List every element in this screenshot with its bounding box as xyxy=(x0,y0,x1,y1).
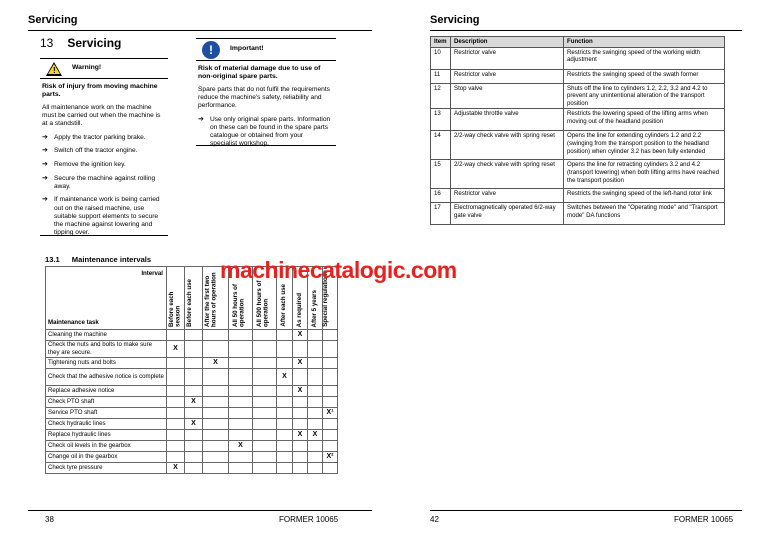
interval-mark-cell xyxy=(253,430,277,441)
interval-mark-cell xyxy=(203,441,229,452)
interval-mark-cell xyxy=(253,419,277,430)
interval-mark-cell xyxy=(323,369,338,386)
interval-mark-cell: X² xyxy=(323,452,338,463)
interval-mark-cell xyxy=(203,408,229,419)
arrow-right-icon: ➔ xyxy=(42,196,48,204)
interval-mark-cell xyxy=(229,386,253,397)
table-row xyxy=(46,397,338,408)
watermark: machinecatalogic.com xyxy=(220,257,457,283)
interval-mark-cell xyxy=(277,397,293,408)
table-row xyxy=(431,131,725,160)
item-cell: 12 xyxy=(431,83,451,109)
description-cell: 2/2-way check valve with spring reset xyxy=(451,131,564,160)
table-row xyxy=(431,203,725,225)
interval-mark-cell xyxy=(323,341,338,358)
section-heading xyxy=(45,255,151,264)
interval-mark-cell xyxy=(277,386,293,397)
item-cell: 17 xyxy=(431,203,451,225)
interval-mark-cell xyxy=(277,358,293,369)
maintenance-task-cell: Check tyre pressure xyxy=(46,463,167,474)
interval-mark-cell xyxy=(308,369,323,386)
chapter-number: 13 xyxy=(40,36,54,50)
interval-mark-cell xyxy=(229,369,253,386)
interval-mark-cell: X xyxy=(203,358,229,369)
interval-mark-cell xyxy=(167,358,185,369)
important-box-header xyxy=(196,39,336,61)
interval-mark-cell xyxy=(308,358,323,369)
section-title: Maintenance intervals xyxy=(71,255,152,264)
interval-mark-cell: X¹ xyxy=(323,408,338,419)
left-page-number: 38 xyxy=(45,515,54,524)
interval-mark-cell xyxy=(308,386,323,397)
interval-mark-cell xyxy=(229,397,253,408)
interval-mark-cell: X xyxy=(167,341,185,358)
maintenance-task-cell: Service PTO shaft xyxy=(46,408,167,419)
item-cell: 15 xyxy=(431,160,451,189)
warning-triangle-icon: ! xyxy=(46,62,62,76)
warning-heading: Risk of injury from moving machine parts. xyxy=(42,83,158,99)
interval-mark-cell xyxy=(293,408,308,419)
interval-mark-cell xyxy=(229,463,253,474)
interval-mark-cell xyxy=(253,369,277,386)
left-header-rule xyxy=(28,30,372,31)
interval-mark-cell xyxy=(277,408,293,419)
interval-mark-cell xyxy=(203,419,229,430)
table-row xyxy=(46,369,338,386)
interval-mark-cell: X xyxy=(293,386,308,397)
interval-mark-cell xyxy=(253,408,277,419)
table-row xyxy=(46,408,338,419)
description-cell: Restrictor valve xyxy=(451,69,564,83)
interval-mark-cell xyxy=(293,441,308,452)
table-row xyxy=(46,358,338,369)
interval-mark-cell xyxy=(185,386,203,397)
interval-mark-cell xyxy=(253,441,277,452)
maintenance-task-cell: Replace hydraulic lines xyxy=(46,430,167,441)
interval-mark-cell xyxy=(308,419,323,430)
interval-mark-cell xyxy=(253,341,277,358)
table-row xyxy=(431,69,725,83)
maintenance-task-cell: Check oil levels in the gearbox xyxy=(46,441,167,452)
maintenance-task-cell: Tightening nuts and bolts xyxy=(46,358,167,369)
arrow-right-icon: ➔ xyxy=(42,174,48,182)
interval-mark-cell xyxy=(229,452,253,463)
table-row xyxy=(46,441,338,452)
column-header: All 50 hours of operation xyxy=(229,267,253,330)
warning-box xyxy=(40,58,168,236)
interval-mark-cell xyxy=(167,452,185,463)
interval-mark-cell xyxy=(167,430,185,441)
table-row xyxy=(46,330,338,341)
interval-mark-cell: X xyxy=(185,419,203,430)
maintenance-task-cell: Check the nuts and bolts to make sure they are secure. xyxy=(46,341,167,358)
interval-mark-cell xyxy=(203,341,229,358)
interval-mark-cell xyxy=(277,341,293,358)
interval-mark-cell xyxy=(185,441,203,452)
interval-mark-cell xyxy=(323,397,338,408)
interval-mark-cell xyxy=(167,408,185,419)
interval-mark-cell xyxy=(167,441,185,452)
item-cell: 16 xyxy=(431,189,451,203)
interval-mark-cell xyxy=(229,419,253,430)
interval-mark-cell xyxy=(323,430,338,441)
interval-mark-cell xyxy=(167,419,185,430)
table-header-row xyxy=(431,37,725,48)
description-cell: Restrictor valve xyxy=(451,189,564,203)
table-row xyxy=(431,47,725,69)
interval-mark-cell: X xyxy=(308,430,323,441)
interval-mark-cell xyxy=(293,397,308,408)
maintenance-task-cell: Replace adhesive notice xyxy=(46,386,167,397)
interval-mark-cell xyxy=(308,441,323,452)
function-cell: Shuts off the line to cylinders 1.2, 2.2, 3.2 and 4.2 to prevent any unintentional alteration of the transport position xyxy=(564,83,725,109)
interval-mark-cell xyxy=(253,397,277,408)
interval-mark-cell xyxy=(203,463,229,474)
left-footer-rule xyxy=(28,510,372,511)
description-cell: Stop valve xyxy=(451,83,564,109)
interval-mark-cell xyxy=(253,330,277,341)
interval-label: Interval xyxy=(141,270,163,277)
interval-mark-cell xyxy=(229,330,253,341)
interval-mark-cell xyxy=(167,330,185,341)
maintenance-task-cell: Change oil in the gearbox xyxy=(46,452,167,463)
interval-mark-cell: X xyxy=(277,369,293,386)
valve-table xyxy=(430,36,725,225)
interval-mark-cell xyxy=(253,463,277,474)
column-header-function: Function xyxy=(564,37,725,48)
right-page-header: Servicing xyxy=(430,14,480,26)
column-header: After each use xyxy=(277,267,293,330)
interval-mark-cell xyxy=(308,330,323,341)
list-item: ➔ If maintenance work is being carried out on the raised machine, use suitable support elements to secure the machine against lowering and tipping over. xyxy=(42,196,160,237)
arrow-right-icon: ➔ xyxy=(42,133,48,141)
interval-mark-cell xyxy=(185,330,203,341)
interval-mark-cell xyxy=(185,358,203,369)
exclamation-info-icon: ! xyxy=(202,41,220,59)
warning-title: Warning! xyxy=(72,64,102,72)
function-cell: Restricts the swinging speed of the swath former xyxy=(564,69,725,83)
interval-mark-cell xyxy=(253,452,277,463)
arrow-right-icon: ➔ xyxy=(42,161,48,169)
description-cell: Adjustable throttle valve xyxy=(451,109,564,131)
interval-mark-cell xyxy=(253,358,277,369)
table-corner-cell xyxy=(46,267,167,330)
right-footer-rule xyxy=(430,510,742,511)
list-item: ➔ Remove the ignition key. xyxy=(42,161,126,169)
item-cell: 11 xyxy=(431,69,451,83)
table-row xyxy=(431,160,725,189)
table-row xyxy=(46,386,338,397)
interval-mark-cell: X xyxy=(293,330,308,341)
warning-bullet-list xyxy=(42,134,164,238)
interval-mark-cell xyxy=(277,419,293,430)
task-label: Maintenance task xyxy=(48,319,99,327)
interval-mark-cell xyxy=(277,463,293,474)
interval-mark-cell: X xyxy=(167,463,185,474)
item-cell: 10 xyxy=(431,47,451,69)
column-header: After 5 years xyxy=(308,267,323,330)
interval-mark-cell xyxy=(323,330,338,341)
interval-mark-cell xyxy=(167,386,185,397)
table-row xyxy=(431,189,725,203)
interval-mark-cell xyxy=(308,341,323,358)
interval-mark-cell xyxy=(308,408,323,419)
interval-mark-cell xyxy=(323,419,338,430)
column-header-item: Item xyxy=(431,37,451,48)
interval-mark-cell xyxy=(185,463,203,474)
interval-mark-cell xyxy=(185,408,203,419)
interval-mark-cell xyxy=(277,441,293,452)
description-cell: Electromagnetically operated 6/2-way gate valve xyxy=(451,203,564,225)
chapter-heading xyxy=(40,36,121,51)
interval-mark-cell xyxy=(293,369,308,386)
interval-mark-cell xyxy=(308,452,323,463)
interval-mark-cell xyxy=(167,369,185,386)
interval-mark-cell xyxy=(167,397,185,408)
table-row xyxy=(46,341,338,358)
arrow-right-icon: ➔ xyxy=(198,115,204,123)
table-row xyxy=(46,430,338,441)
interval-mark-cell xyxy=(323,386,338,397)
item-cell: 14 xyxy=(431,131,451,160)
interval-mark-cell: X xyxy=(185,397,203,408)
interval-mark-cell: X xyxy=(293,430,308,441)
column-header: Before each season xyxy=(167,267,185,330)
column-header: After the first two hours of operation xyxy=(203,267,229,330)
table-row xyxy=(46,463,338,474)
warning-intro: All maintenance work on the machine must be carried out when the machine is at a standstill. xyxy=(42,103,161,128)
list-item: ➔ Secure the machine against rolling away. xyxy=(42,174,156,191)
warning-box-header xyxy=(40,59,168,79)
column-header: Before each use xyxy=(185,267,203,330)
interval-mark-cell xyxy=(323,358,338,369)
interval-mark-cell xyxy=(229,430,253,441)
function-cell: Restricts the swinging speed of the left-hand rotor link xyxy=(564,189,725,203)
interval-mark-cell: X xyxy=(229,441,253,452)
maintenance-task-cell: Check that the adhesive notice is complete xyxy=(46,369,167,386)
interval-mark-cell xyxy=(203,369,229,386)
column-header: Special regulations xyxy=(323,267,338,330)
important-box xyxy=(196,38,336,146)
interval-mark-cell xyxy=(253,386,277,397)
column-header-description: Description xyxy=(451,37,564,48)
interval-mark-cell xyxy=(277,330,293,341)
item-cell: 13 xyxy=(431,109,451,131)
table-row xyxy=(431,109,725,131)
right-header-rule xyxy=(430,30,742,31)
function-cell: Opens the line for retracting cylinders 3.2 and 4.2 (transport lowering) when both lifting arms have reached the transport position xyxy=(564,160,725,189)
arrow-right-icon: ➔ xyxy=(42,147,48,155)
table-row xyxy=(431,83,725,109)
interval-mark-cell xyxy=(203,397,229,408)
section-number: 13.1 xyxy=(45,255,60,264)
description-cell: 2/2-way check valve with spring reset xyxy=(451,160,564,189)
interval-mark-cell xyxy=(229,358,253,369)
important-heading: Risk of material damage due to use of non-original spare parts. xyxy=(198,65,321,81)
right-page-number: 42 xyxy=(430,515,439,524)
description-cell: Restrictor valve xyxy=(451,47,564,69)
maintenance-task-cell: Check PTO shaft xyxy=(46,397,167,408)
interval-mark-cell xyxy=(185,430,203,441)
right-footer-model: FORMER 10065 xyxy=(674,515,734,524)
maintenance-task-cell: Cleaning the machine xyxy=(46,330,167,341)
left-footer-model: FORMER 10065 xyxy=(279,515,339,524)
important-title: Important! xyxy=(230,45,264,53)
interval-mark-cell xyxy=(203,330,229,341)
list-item: ➔ Switch off the tractor engine. xyxy=(42,147,138,155)
interval-mark-cell xyxy=(293,419,308,430)
interval-mark-cell xyxy=(203,430,229,441)
valve-table-wrapper xyxy=(430,36,724,225)
function-cell: Restricts the lowering speed of the lifting arms when moving out of the headland position xyxy=(564,109,725,131)
interval-mark-cell xyxy=(293,463,308,474)
maintenance-task-cell: Check hydraulic lines xyxy=(46,419,167,430)
interval-mark-cell xyxy=(185,369,203,386)
interval-mark-cell xyxy=(229,408,253,419)
interval-mark-cell xyxy=(185,452,203,463)
column-header: As required xyxy=(293,267,308,330)
interval-mark-cell xyxy=(293,452,308,463)
interval-mark-cell xyxy=(308,397,323,408)
interval-mark-cell: X xyxy=(293,358,308,369)
interval-mark-cell xyxy=(185,341,203,358)
chapter-title: Servicing xyxy=(67,36,122,50)
interval-mark-cell xyxy=(323,441,338,452)
function-cell: Restricts the swinging speed of the working width adjustment xyxy=(564,47,725,69)
interval-mark-cell xyxy=(277,452,293,463)
interval-mark-cell xyxy=(277,430,293,441)
interval-mark-cell xyxy=(293,341,308,358)
table-row xyxy=(46,419,338,430)
table-row xyxy=(46,452,338,463)
list-item: ➔ Use only original spare parts. Information on these can be found in the spare parts catalogue or obtained from your specialist workshop. xyxy=(198,115,331,148)
important-intro: Spare parts that do not fulfil the requirements reduce the machine's safety, reliability and performance. xyxy=(198,85,330,110)
interval-mark-cell xyxy=(308,463,323,474)
function-cell: Switches between the "Operating mode" and "Transport mode" DA functions xyxy=(564,203,725,225)
interval-mark-cell xyxy=(203,386,229,397)
maintenance-intervals-table xyxy=(45,266,338,474)
interval-mark-cell xyxy=(203,452,229,463)
list-item: ➔ Apply the tractor parking brake. xyxy=(42,133,146,141)
left-page-header: Servicing xyxy=(28,14,78,26)
interval-mark-cell xyxy=(323,463,338,474)
interval-mark-cell xyxy=(229,341,253,358)
function-cell: Opens the line for extending cylinders 1.2 and 2.2 (swinging from the transport position to the headland position) when cylinder 3.2 has been fully extended xyxy=(564,131,725,160)
column-header: All 500 hours of operation xyxy=(253,267,277,330)
